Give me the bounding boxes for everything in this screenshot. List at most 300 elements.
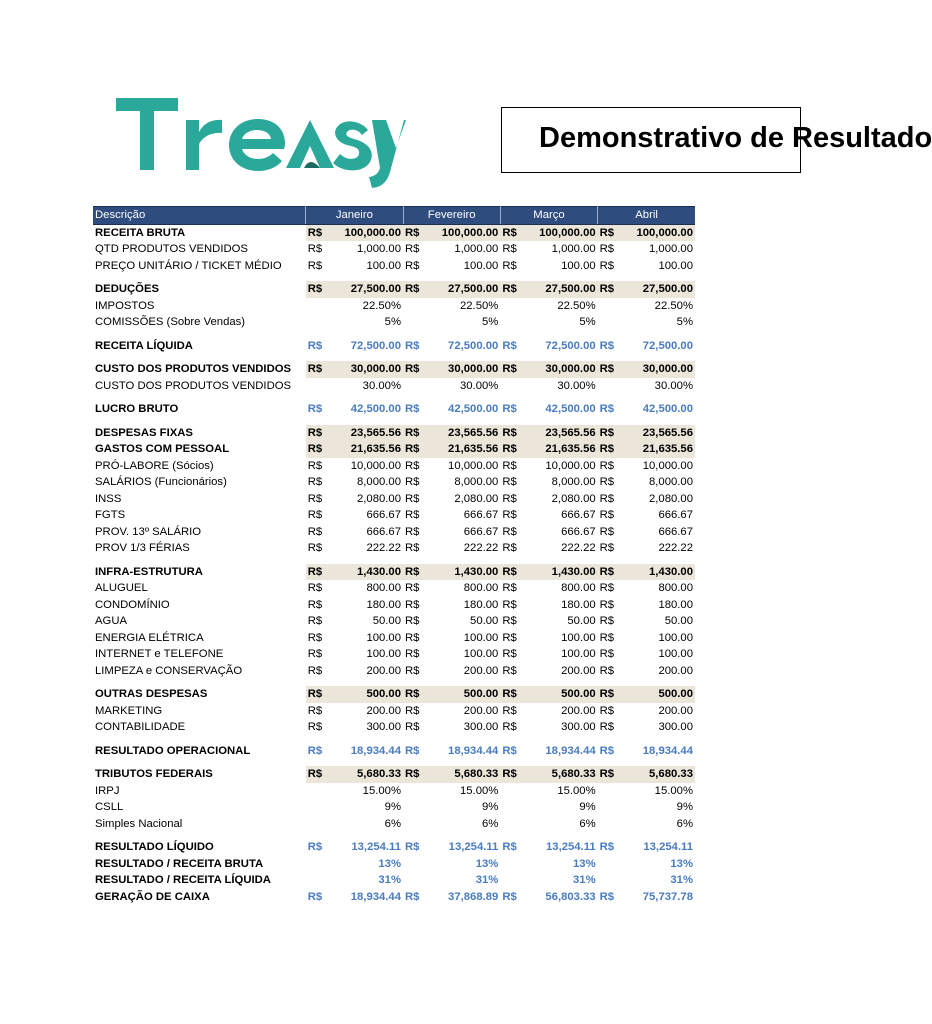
currency-cell: R$ bbox=[598, 224, 622, 241]
currency-cell bbox=[598, 799, 622, 816]
currency-cell: R$ bbox=[502, 476, 517, 488]
value-cell: 100.00 bbox=[463, 259, 499, 272]
value-cell: 72,500.00 bbox=[350, 339, 401, 352]
currency-cell: R$ bbox=[405, 339, 420, 352]
value-cell: 18,934.44 bbox=[350, 744, 401, 757]
currency-cell bbox=[598, 314, 622, 331]
currency-cell bbox=[500, 314, 524, 331]
currency-cell: R$ bbox=[599, 243, 615, 255]
currency-cell bbox=[598, 298, 622, 315]
table-row bbox=[93, 491, 695, 508]
currency-cell bbox=[403, 378, 427, 395]
value-cell: 666.67 bbox=[658, 509, 693, 521]
row-label: ALUGUEL bbox=[95, 582, 148, 594]
table-row bbox=[93, 314, 695, 331]
spacer-row bbox=[93, 832, 695, 839]
value-cell: 100.00 bbox=[463, 631, 499, 644]
currency-cell bbox=[306, 816, 330, 833]
row-label: PRÓ-LABORE (Sócios) bbox=[95, 459, 214, 472]
currency-cell: R$ bbox=[307, 890, 323, 903]
value-cell: 500.00 bbox=[330, 686, 403, 703]
value-cell: 13% bbox=[670, 857, 693, 870]
value-cell: 180.00 bbox=[463, 598, 499, 611]
currency-cell: R$ bbox=[502, 648, 517, 660]
currency-cell bbox=[598, 872, 622, 889]
value-cell: 200.00 bbox=[561, 704, 596, 717]
currency-cell: R$ bbox=[306, 564, 330, 581]
column-header-janeiro: Janeiro bbox=[306, 207, 403, 225]
table-row bbox=[93, 719, 695, 736]
value-cell: 100,000.00 bbox=[427, 224, 500, 241]
currency-cell: R$ bbox=[307, 492, 323, 505]
table-row bbox=[93, 766, 695, 783]
currency-cell: R$ bbox=[502, 615, 517, 627]
table-row bbox=[93, 799, 695, 816]
value-cell: 18,934.44 bbox=[350, 890, 401, 903]
column-header-abril: Abril bbox=[598, 207, 695, 225]
currency-cell: R$ bbox=[405, 476, 420, 488]
value-cell: 5% bbox=[481, 316, 499, 328]
table-row bbox=[93, 258, 695, 275]
spacer-cell bbox=[93, 274, 695, 281]
value-cell: 30,000.00 bbox=[622, 361, 695, 378]
table-row bbox=[93, 663, 695, 680]
row-label: GERAÇÃO DE CAIXA bbox=[95, 890, 210, 903]
currency-cell bbox=[403, 298, 427, 315]
column-header-marco: Março bbox=[500, 207, 597, 225]
currency-cell bbox=[598, 378, 622, 395]
row-label: PROV 1/3 FÉRIAS bbox=[95, 542, 190, 554]
value-cell: 31% bbox=[670, 874, 693, 886]
value-cell: 666.67 bbox=[463, 509, 499, 521]
value-cell: 31% bbox=[475, 874, 499, 886]
currency-cell: R$ bbox=[502, 259, 517, 272]
currency-cell: R$ bbox=[307, 841, 323, 853]
currency-cell: R$ bbox=[599, 403, 615, 415]
currency-cell: R$ bbox=[403, 686, 427, 703]
currency-cell: R$ bbox=[599, 525, 615, 538]
currency-cell: R$ bbox=[502, 890, 517, 903]
value-cell: 42,500.00 bbox=[642, 403, 693, 415]
value-cell: 27,500.00 bbox=[427, 281, 500, 298]
currency-cell: R$ bbox=[306, 425, 330, 442]
report-title: Demonstrativo de Resultado bbox=[539, 122, 932, 154]
table-row bbox=[93, 703, 695, 720]
value-cell: 22.50% bbox=[459, 299, 499, 312]
value-cell: 37,868.89 bbox=[448, 890, 499, 903]
currency-cell: R$ bbox=[307, 664, 323, 677]
value-cell: 1,430.00 bbox=[427, 564, 500, 581]
row-label: TRIBUTOS FEDERAIS bbox=[95, 768, 213, 780]
currency-cell bbox=[500, 298, 524, 315]
row-label: RESULTADO / RECEITA LÍQUIDA bbox=[95, 874, 271, 886]
currency-cell: R$ bbox=[405, 648, 420, 660]
value-cell: 50.00 bbox=[470, 615, 499, 627]
currency-cell: R$ bbox=[502, 664, 517, 677]
currency-cell: R$ bbox=[500, 425, 524, 442]
row-label: INFRA-ESTRUTURA bbox=[95, 565, 203, 578]
currency-cell bbox=[500, 783, 524, 800]
currency-cell: R$ bbox=[502, 704, 517, 717]
currency-cell: R$ bbox=[306, 361, 330, 378]
currency-cell: R$ bbox=[599, 339, 615, 352]
value-cell: 500.00 bbox=[622, 686, 695, 703]
value-cell: 1,000.00 bbox=[649, 243, 693, 255]
value-cell: 13% bbox=[378, 857, 401, 870]
value-cell: 31% bbox=[573, 874, 596, 886]
value-cell: 1,000.00 bbox=[454, 243, 499, 255]
spacer-cell bbox=[93, 759, 695, 766]
row-label: CONDOMÍNIO bbox=[95, 598, 170, 611]
row-label: Simples Nacional bbox=[95, 817, 183, 830]
value-cell: 13,254.11 bbox=[351, 841, 401, 853]
row-label: DESPESAS FIXAS bbox=[95, 426, 193, 439]
value-cell: 5,680.33 bbox=[330, 766, 403, 783]
value-cell: 666.67 bbox=[366, 525, 401, 538]
currency-cell: R$ bbox=[599, 542, 615, 554]
table-row bbox=[93, 839, 695, 856]
currency-cell: R$ bbox=[306, 766, 330, 783]
value-cell: 30,000.00 bbox=[427, 361, 500, 378]
currency-cell: R$ bbox=[405, 841, 420, 853]
spacer-row bbox=[93, 736, 695, 743]
value-cell: 18,934.44 bbox=[642, 744, 693, 757]
value-cell: 200.00 bbox=[463, 664, 499, 677]
currency-cell: R$ bbox=[598, 361, 622, 378]
currency-cell: R$ bbox=[306, 441, 330, 458]
value-cell: 800.00 bbox=[561, 582, 596, 594]
table-row bbox=[93, 441, 695, 458]
value-cell: 8,000.00 bbox=[551, 476, 596, 488]
currency-cell: R$ bbox=[307, 542, 323, 554]
value-cell: 30.00% bbox=[557, 379, 596, 392]
value-cell: 666.67 bbox=[658, 525, 693, 538]
value-cell: 42,500.00 bbox=[350, 403, 401, 415]
value-cell: 5,680.33 bbox=[622, 766, 695, 783]
value-cell: 100.00 bbox=[561, 648, 596, 660]
value-cell: 9% bbox=[676, 801, 693, 813]
row-label: RECEITA BRUTA bbox=[95, 226, 186, 239]
table-row bbox=[93, 425, 695, 442]
value-cell: 2,080.00 bbox=[454, 492, 499, 505]
table-row bbox=[93, 378, 695, 395]
row-label: CUSTO DOS PRODUTOS VENDIDOS bbox=[95, 363, 292, 375]
value-cell: 18,934.44 bbox=[545, 744, 596, 757]
value-cell: 50.00 bbox=[372, 615, 401, 627]
value-cell: 21,635.56 bbox=[330, 441, 403, 458]
currency-cell: R$ bbox=[500, 281, 524, 298]
currency-cell: R$ bbox=[405, 403, 420, 415]
spacer-cell bbox=[93, 354, 695, 361]
value-cell: 300.00 bbox=[463, 721, 499, 733]
currency-cell: R$ bbox=[306, 224, 330, 241]
value-cell: 100.00 bbox=[366, 631, 401, 644]
currency-cell: R$ bbox=[405, 542, 420, 554]
currency-cell: R$ bbox=[405, 664, 420, 677]
value-cell: 50.00 bbox=[664, 615, 693, 627]
value-cell: 180.00 bbox=[561, 598, 596, 611]
value-cell: 2,080.00 bbox=[649, 492, 693, 505]
currency-cell: R$ bbox=[599, 476, 615, 488]
currency-cell: R$ bbox=[502, 582, 517, 594]
value-cell: 200.00 bbox=[658, 664, 693, 677]
value-cell: 222.22 bbox=[658, 542, 693, 554]
value-cell: 8,000.00 bbox=[454, 476, 499, 488]
value-cell: 30,000.00 bbox=[524, 361, 597, 378]
value-cell: 9% bbox=[481, 801, 499, 813]
currency-cell: R$ bbox=[403, 361, 427, 378]
value-cell: 100.00 bbox=[658, 259, 693, 272]
currency-cell: R$ bbox=[403, 281, 427, 298]
value-cell: 1,000.00 bbox=[551, 243, 596, 255]
value-cell: 300.00 bbox=[658, 721, 693, 733]
value-cell: 6% bbox=[579, 817, 596, 830]
currency-cell: R$ bbox=[599, 509, 615, 521]
spacer-cell bbox=[93, 736, 695, 743]
currency-cell: R$ bbox=[599, 598, 615, 611]
column-header-descricao: Descrição bbox=[93, 207, 306, 225]
table-row bbox=[93, 564, 695, 581]
value-cell: 5,680.33 bbox=[427, 766, 500, 783]
currency-cell bbox=[403, 872, 427, 889]
value-cell: 666.67 bbox=[561, 525, 596, 538]
currency-cell: R$ bbox=[502, 339, 517, 352]
currency-cell: R$ bbox=[307, 476, 323, 488]
currency-cell: R$ bbox=[405, 459, 420, 472]
value-cell: 30.00% bbox=[654, 379, 693, 392]
row-label: COMISSÕES (Sobre Vendas) bbox=[95, 316, 246, 328]
currency-cell: R$ bbox=[405, 525, 420, 538]
table-row bbox=[93, 361, 695, 378]
currency-cell: R$ bbox=[599, 648, 615, 660]
row-label: RESULTADO OPERACIONAL bbox=[95, 744, 251, 757]
currency-cell: R$ bbox=[502, 243, 517, 255]
value-cell: 100.00 bbox=[463, 648, 499, 660]
currency-cell: R$ bbox=[306, 281, 330, 298]
value-cell: 23,565.56 bbox=[330, 425, 403, 442]
value-cell: 180.00 bbox=[658, 598, 693, 611]
currency-cell: R$ bbox=[500, 361, 524, 378]
table-row bbox=[93, 458, 695, 475]
value-cell: 2,080.00 bbox=[551, 492, 596, 505]
value-cell: 30.00% bbox=[459, 379, 499, 392]
currency-cell: R$ bbox=[307, 259, 323, 272]
currency-cell: R$ bbox=[307, 744, 323, 757]
row-label: LIMPEZA e CONSERVAÇÃO bbox=[95, 664, 243, 677]
currency-cell: R$ bbox=[599, 664, 615, 677]
currency-cell: R$ bbox=[599, 259, 615, 272]
value-cell: 72,500.00 bbox=[642, 339, 693, 352]
value-cell: 180.00 bbox=[366, 598, 401, 611]
value-cell: 23,565.56 bbox=[524, 425, 597, 442]
currency-cell: R$ bbox=[500, 766, 524, 783]
currency-cell: R$ bbox=[405, 890, 420, 903]
spacer-row bbox=[93, 759, 695, 766]
value-cell: 72,500.00 bbox=[448, 339, 499, 352]
currency-cell bbox=[598, 816, 622, 833]
value-cell: 75,737.78 bbox=[642, 890, 693, 903]
currency-cell: R$ bbox=[307, 631, 323, 644]
table-row bbox=[93, 783, 695, 800]
currency-cell: R$ bbox=[307, 339, 323, 352]
value-cell: 6% bbox=[384, 817, 401, 830]
currency-cell: R$ bbox=[403, 425, 427, 442]
spacer-cell bbox=[93, 394, 695, 401]
value-cell: 21,635.56 bbox=[427, 441, 500, 458]
currency-cell: R$ bbox=[599, 890, 615, 903]
value-cell: 27,500.00 bbox=[524, 281, 597, 298]
value-cell: 8,000.00 bbox=[357, 476, 401, 488]
value-cell: 222.22 bbox=[463, 542, 499, 554]
row-label: CUSTO DOS PRODUTOS VENDIDOS bbox=[95, 379, 292, 392]
value-cell: 100.00 bbox=[561, 259, 596, 272]
currency-cell: R$ bbox=[307, 243, 323, 255]
row-label: RESULTADO LÍQUIDO bbox=[95, 841, 214, 853]
currency-cell: R$ bbox=[599, 459, 615, 472]
value-cell: 6% bbox=[481, 817, 499, 830]
value-cell: 22.50% bbox=[362, 299, 401, 312]
value-cell: 1,430.00 bbox=[524, 564, 597, 581]
value-cell: 15.00% bbox=[654, 784, 693, 797]
currency-cell: R$ bbox=[307, 459, 323, 472]
currency-cell: R$ bbox=[502, 492, 517, 505]
table-row bbox=[93, 889, 695, 906]
currency-cell bbox=[500, 816, 524, 833]
table-row bbox=[93, 646, 695, 663]
table-row bbox=[93, 580, 695, 597]
table-row bbox=[93, 743, 695, 760]
value-cell: 27,500.00 bbox=[330, 281, 403, 298]
value-cell: 13,254.11 bbox=[643, 841, 693, 853]
currency-cell: R$ bbox=[599, 841, 615, 853]
row-label: GASTOS COM PESSOAL bbox=[95, 443, 230, 455]
value-cell: 13,254.11 bbox=[448, 841, 499, 853]
currency-cell bbox=[306, 799, 330, 816]
spacer-cell bbox=[93, 679, 695, 686]
currency-cell: R$ bbox=[599, 721, 615, 733]
currency-cell: R$ bbox=[405, 704, 420, 717]
row-label: PREÇO UNITÁRIO / TICKET MÉDIO bbox=[95, 259, 282, 272]
currency-cell bbox=[403, 856, 427, 873]
value-cell: 72,500.00 bbox=[545, 339, 596, 352]
currency-cell bbox=[306, 378, 330, 395]
value-cell: 22.50% bbox=[654, 299, 693, 312]
table-row bbox=[93, 540, 695, 557]
currency-cell: R$ bbox=[500, 686, 524, 703]
table-row bbox=[93, 524, 695, 541]
table-row bbox=[93, 597, 695, 614]
value-cell: 30,000.00 bbox=[330, 361, 403, 378]
spacer-row bbox=[93, 418, 695, 425]
table-row bbox=[93, 613, 695, 630]
value-cell: 800.00 bbox=[463, 582, 499, 594]
table-row bbox=[93, 630, 695, 647]
value-cell: 42,500.00 bbox=[545, 403, 596, 415]
value-cell: 13,254.11 bbox=[546, 841, 596, 853]
currency-cell bbox=[500, 378, 524, 395]
row-label: IMPOSTOS bbox=[95, 299, 155, 312]
currency-cell: R$ bbox=[599, 631, 615, 644]
value-cell: 10,000.00 bbox=[448, 459, 499, 472]
currency-cell: R$ bbox=[598, 564, 622, 581]
value-cell: 15.00% bbox=[459, 784, 499, 797]
value-cell: 1,000.00 bbox=[357, 243, 401, 255]
value-cell: 222.22 bbox=[366, 542, 401, 554]
currency-cell: R$ bbox=[405, 631, 420, 644]
currency-cell: R$ bbox=[598, 425, 622, 442]
value-cell: 5,680.33 bbox=[524, 766, 597, 783]
row-label: INTERNET e TELEFONE bbox=[95, 648, 224, 660]
currency-cell bbox=[403, 314, 427, 331]
value-cell: 100.00 bbox=[366, 648, 401, 660]
currency-cell bbox=[403, 799, 427, 816]
currency-cell: R$ bbox=[502, 403, 517, 415]
currency-cell: R$ bbox=[502, 841, 517, 853]
value-cell: 100,000.00 bbox=[622, 224, 695, 241]
currency-cell bbox=[306, 314, 330, 331]
value-cell: 1,430.00 bbox=[622, 564, 695, 581]
row-label: DEDUÇÕES bbox=[95, 283, 160, 295]
currency-cell: R$ bbox=[502, 509, 517, 521]
value-cell: 222.22 bbox=[561, 542, 596, 554]
value-cell: 10,000.00 bbox=[545, 459, 596, 472]
table-row bbox=[93, 686, 695, 703]
value-cell: 5% bbox=[676, 316, 693, 328]
spacer-row bbox=[93, 331, 695, 338]
value-cell: 1,430.00 bbox=[330, 564, 403, 581]
currency-cell: R$ bbox=[405, 721, 420, 733]
currency-cell: R$ bbox=[599, 582, 615, 594]
currency-cell: R$ bbox=[307, 509, 323, 521]
value-cell: 100.00 bbox=[658, 631, 693, 644]
spacer-cell bbox=[93, 832, 695, 839]
currency-cell: R$ bbox=[405, 509, 420, 521]
row-label: SALÁRIOS (Funcionários) bbox=[95, 476, 227, 488]
row-label: ENERGIA ELÉTRICA bbox=[95, 631, 204, 644]
value-cell: 300.00 bbox=[366, 721, 401, 733]
currency-cell: R$ bbox=[403, 564, 427, 581]
row-label: LUCRO BRUTO bbox=[95, 403, 179, 415]
currency-cell bbox=[306, 298, 330, 315]
value-cell: 50.00 bbox=[567, 615, 596, 627]
currency-cell: R$ bbox=[599, 704, 615, 717]
currency-cell: R$ bbox=[307, 403, 323, 415]
spacer-row bbox=[93, 354, 695, 361]
currency-cell: R$ bbox=[598, 766, 622, 783]
spacer-row bbox=[93, 557, 695, 564]
currency-cell: R$ bbox=[599, 492, 615, 505]
currency-cell: R$ bbox=[307, 721, 323, 733]
table-row bbox=[93, 281, 695, 298]
currency-cell: R$ bbox=[599, 744, 615, 757]
value-cell: 300.00 bbox=[561, 721, 596, 733]
value-cell: 100.00 bbox=[366, 259, 401, 272]
value-cell: 13% bbox=[573, 857, 596, 870]
currency-cell: R$ bbox=[500, 441, 524, 458]
currency-cell: R$ bbox=[598, 281, 622, 298]
table-row bbox=[93, 224, 695, 241]
value-cell: 8,000.00 bbox=[649, 476, 693, 488]
value-cell: 15.00% bbox=[362, 784, 401, 797]
currency-cell: R$ bbox=[502, 598, 517, 611]
value-cell: 56,803.33 bbox=[545, 890, 596, 903]
table-row bbox=[93, 856, 695, 873]
currency-cell: R$ bbox=[502, 525, 517, 538]
value-cell: 5% bbox=[384, 316, 401, 328]
value-cell: 21,635.56 bbox=[622, 441, 695, 458]
spacer-cell bbox=[93, 331, 695, 338]
currency-cell: R$ bbox=[502, 631, 517, 644]
